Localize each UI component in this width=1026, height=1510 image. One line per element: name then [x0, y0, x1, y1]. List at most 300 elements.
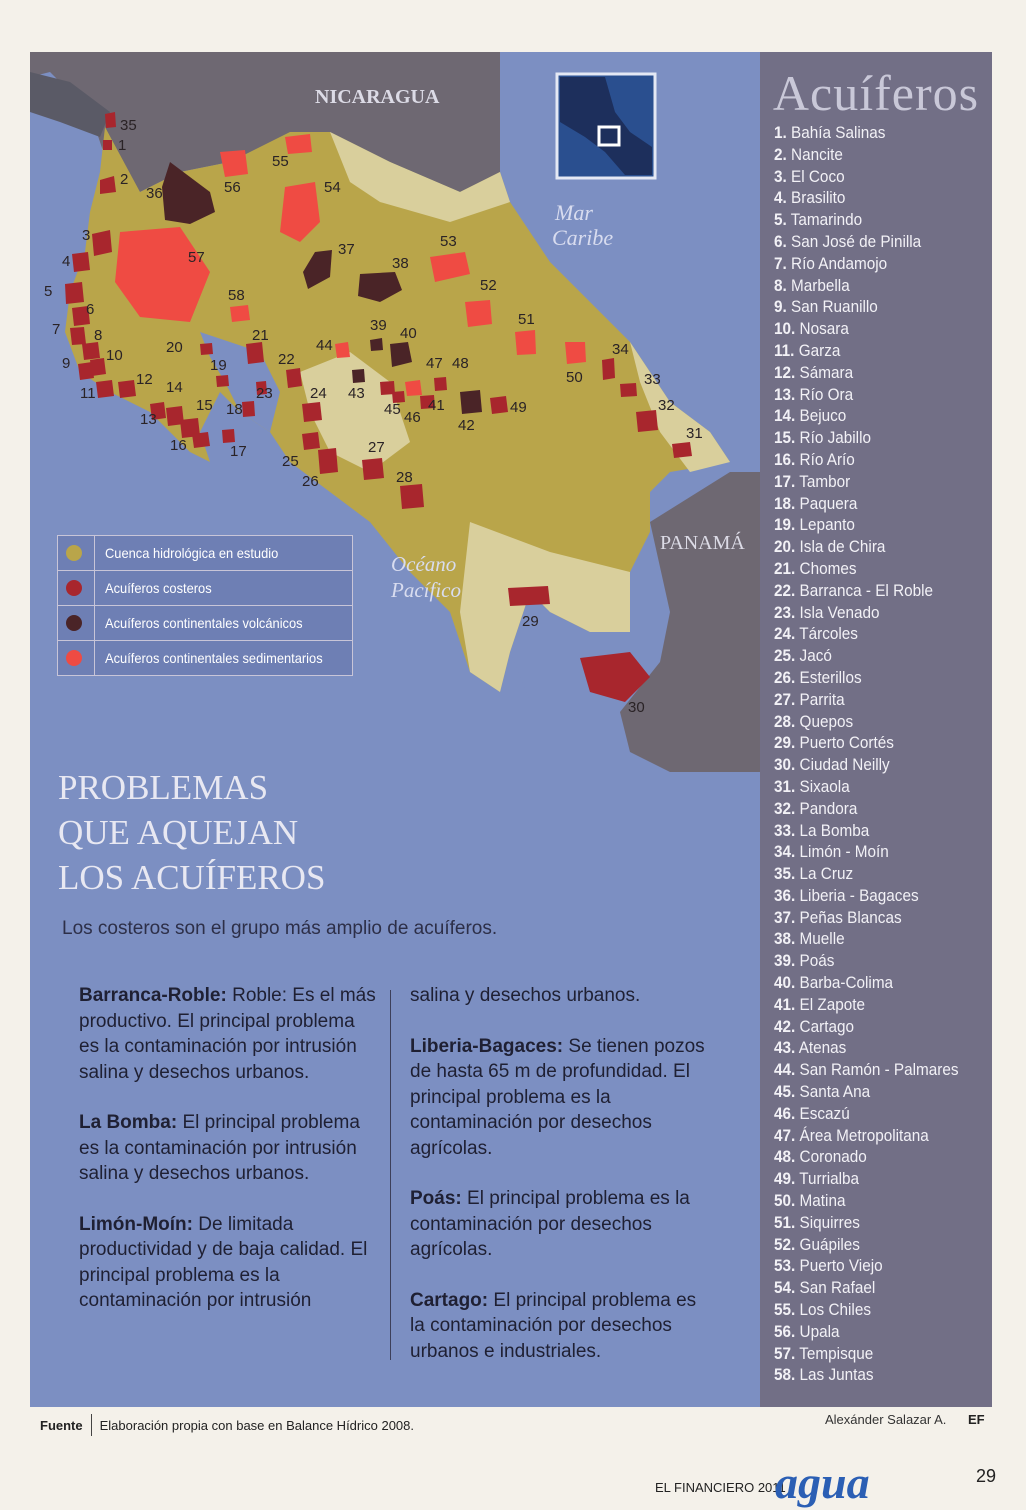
aquifer-number: 28.	[774, 711, 796, 731]
aquifer-list	[774, 122, 979, 1386]
aquifer-list-item	[774, 493, 959, 515]
problem-item: Poás: El principal problema es la contaminación por desechos agrícolas.	[410, 1188, 690, 1260]
problem-item-continued: salina y desechos urbanos.	[410, 985, 641, 1006]
aquifer-map-number: 11	[80, 385, 96, 402]
aquifer-map-number: 47	[426, 355, 443, 372]
problems-column-left	[79, 983, 379, 1339]
aquifer-map-number: 15	[196, 397, 213, 414]
aquifer-name: Tambor	[799, 471, 851, 491]
aquifer-map-number: 42	[458, 417, 475, 434]
aquifer-number: 15.	[774, 428, 796, 448]
aquifer-list-item	[774, 1168, 959, 1190]
aquifer-map-number: 27	[368, 439, 385, 456]
aquifer-list-item	[774, 187, 959, 209]
aquifer-number: 8.	[774, 275, 787, 295]
author-credit: Alexánder Salazar A.	[825, 1412, 947, 1427]
aquifer-name: Poás	[799, 951, 835, 971]
aquifer-map-number: 14	[166, 379, 183, 396]
aquifer-11	[96, 380, 114, 398]
aquifer-name: San Rafael	[799, 1278, 876, 1298]
legend-label: Cuenca hidrológica en estudio	[105, 545, 279, 561]
aquifer-list-item	[774, 558, 959, 580]
aquifer-name: Tamarindo	[790, 210, 863, 230]
aquifer-number: 36.	[774, 885, 796, 905]
aquifer-number: 34.	[774, 842, 796, 862]
aquifer-number: 14.	[774, 406, 796, 426]
aquifer-name: Atenas	[798, 1038, 847, 1058]
aquifer-42	[460, 390, 482, 414]
aquifer-map-number: 46	[404, 409, 421, 426]
aquifer-list-item	[774, 689, 959, 711]
aquifer-list-item	[774, 384, 959, 406]
aquifer-name: Río Jabillo	[799, 428, 871, 448]
aquifer-55	[285, 134, 312, 154]
aquifer-name: Barba-Colima	[799, 973, 894, 993]
aquifer-4	[72, 252, 90, 272]
aquifer-list-item	[774, 536, 959, 558]
aquifer-list-item	[774, 950, 959, 972]
aquifer-number: 25.	[774, 646, 796, 666]
aquifer-12	[118, 380, 136, 398]
title-line: PROBLEMAS	[58, 768, 269, 807]
aquifer-name: Río Ora	[799, 384, 854, 404]
aquifer-number: 47.	[774, 1125, 796, 1145]
aquifer-list-item	[774, 1321, 959, 1343]
aquifer-18	[242, 401, 255, 417]
aquifer-number: 23.	[774, 602, 796, 622]
aquifer-34	[602, 358, 615, 380]
title-line: QUE AQUEJAN	[58, 813, 299, 852]
aquifer-name: Paquera	[799, 493, 858, 513]
aquifer-map-number: 57	[188, 249, 205, 266]
aquifer-21	[246, 342, 264, 364]
aquifer-25	[302, 432, 320, 450]
aquifer-name: San Ramón - Palmares	[799, 1060, 959, 1080]
problemas-subtitle: Los costeros son el grupo más amplio de acuíferos.	[62, 918, 498, 939]
aquifer-map-number: 24	[310, 385, 327, 402]
aquifer-name: Tempisque	[799, 1343, 874, 1363]
mar-caribe-label-1: Mar	[555, 200, 593, 225]
aquifer-map-number: 12	[136, 371, 153, 388]
aquifer-name: Matina	[799, 1191, 846, 1211]
aquifer-17	[222, 429, 235, 443]
aquifer-name: Bahía Salinas	[791, 123, 886, 142]
aquifer-list-item	[774, 253, 959, 275]
aquifer-56	[220, 150, 248, 177]
column-divider	[390, 990, 391, 1360]
aquifer-number: 5.	[774, 210, 787, 230]
aquifer-list-item	[774, 1277, 959, 1299]
aquifer-number: 53.	[774, 1256, 796, 1276]
aquifer-20	[200, 343, 213, 355]
aquifer-map-number: 33	[644, 371, 661, 388]
aquifer-map-number: 37	[338, 241, 355, 258]
aquifer-map-number: 55	[272, 153, 289, 170]
aquifer-number: 39.	[774, 951, 796, 971]
aquifer-list-item	[774, 885, 959, 907]
aquifer-number: 45.	[774, 1082, 796, 1102]
aquifer-7	[70, 327, 86, 345]
aquifer-list-item	[774, 1125, 959, 1147]
legend-swatch	[66, 580, 82, 596]
aquifer-map-number: 17	[230, 443, 247, 460]
aquifer-map-number: 6	[86, 301, 95, 318]
aquifer-58	[230, 305, 250, 322]
aquifer-50	[565, 342, 586, 364]
aquifer-number: 3.	[774, 166, 787, 186]
aquifer-map-number: 50	[566, 369, 583, 386]
legend-swatch	[66, 545, 82, 561]
aquifer-list-item	[774, 296, 959, 318]
aquifer-number: 46.	[774, 1103, 796, 1123]
aquifer-name: San Ruanillo	[791, 297, 878, 317]
aquifer-number: 32.	[774, 798, 796, 818]
aquifer-map-number: 58	[228, 287, 245, 304]
aquifer-number: 2.	[774, 144, 787, 164]
aquifer-name: Ciudad Neilly	[799, 755, 890, 775]
aquifer-list-item	[774, 405, 959, 427]
aquifer-map-number: 31	[686, 425, 703, 442]
aquifer-number: 51.	[774, 1212, 796, 1232]
aquifer-name: La Bomba	[799, 820, 870, 840]
aquifer-map-number: 44	[316, 337, 333, 354]
aquifer-28	[400, 484, 424, 509]
aquifer-name: Parrita	[799, 689, 845, 709]
aquifer-number: 43.	[774, 1038, 796, 1058]
aquifer-list-item	[774, 798, 959, 820]
aquifer-44	[335, 342, 350, 358]
aquifer-list-item	[774, 340, 959, 362]
aquifer-number: 33.	[774, 820, 796, 840]
aquifer-map-number: 40	[400, 325, 417, 342]
aquifer-number: 54.	[774, 1278, 796, 1298]
aquifer-name: Área Metropolitana	[799, 1125, 929, 1145]
aquifer-map-number: 48	[452, 355, 469, 372]
aquifer-name: Cartago	[799, 1016, 854, 1036]
aquifer-list-item	[774, 275, 959, 297]
legend-label: Acuíferos costeros	[105, 580, 212, 596]
aquifer-name: Brasilito	[791, 188, 846, 208]
aquifer-name: Upala	[799, 1321, 840, 1341]
aquifer-map-number: 49	[510, 399, 527, 416]
aquifer-name: Liberia - Bagaces	[799, 885, 919, 905]
aquifer-number: 42.	[774, 1016, 796, 1036]
aquifer-name: Marbella	[791, 275, 850, 295]
aquifer-number: 38.	[774, 929, 796, 949]
aquifer-map-number: 13	[140, 411, 157, 428]
agua-alza-la-voz-logo: agua	[775, 1457, 870, 1508]
aquifer-name: Limón - Moín	[799, 842, 889, 862]
source-text: Elaboración propia con base en Balance Hídrico 2008.	[99, 1417, 414, 1433]
aquifer-map-number: 51	[518, 311, 535, 328]
aquifer-map-number: 2	[120, 171, 129, 188]
aquifer-number: 17.	[774, 471, 796, 491]
aquifer-map-number: 32	[658, 397, 675, 414]
legend-item-volcanicos	[58, 606, 352, 641]
aquifer-list-item	[774, 580, 959, 602]
problem-item: Cartago: El principal problema es la contaminación por desechos urbanos e industriales.	[410, 1289, 697, 1362]
aquifer-name: Siquirres	[799, 1212, 860, 1232]
aquifer-map-number: 5	[44, 283, 53, 300]
aquifer-name: Sámara	[799, 362, 854, 382]
aquifer-26	[318, 448, 338, 474]
aquifer-map-number: 18	[226, 401, 243, 418]
aquifer-list-item	[774, 1016, 959, 1038]
aquifer-name: Lepanto	[799, 515, 855, 535]
aquifer-list-item	[774, 602, 959, 624]
aquifer-number: 48.	[774, 1147, 796, 1167]
aquifer-name: Puerto Viejo	[799, 1256, 883, 1276]
aquifer-number: 29.	[774, 733, 796, 753]
source-label: Fuente	[40, 1417, 83, 1433]
aquifer-number: 13.	[774, 384, 796, 404]
aquifer-list-item	[774, 776, 959, 798]
aquifer-name: Peñas Blancas	[799, 907, 902, 927]
aquifer-map-number: 54	[324, 179, 341, 196]
aquifer-list-item	[774, 427, 959, 449]
aquifer-map-number: 4	[62, 253, 71, 270]
aquifer-name: Nancite	[791, 144, 843, 164]
aquifer-list-item	[774, 1190, 959, 1212]
aquifer-list-item	[774, 994, 959, 1016]
aquifer-list-item	[774, 623, 959, 645]
aquifer-list-item	[774, 209, 959, 231]
problem-item: Liberia-Bagaces: Se tienen pozos de hasta 65 m de profundidad. El principal problema es la contaminación por desechos agrícolas.	[410, 1035, 705, 1159]
aquifer-name: Jacó	[799, 646, 832, 666]
aquifer-name: Río Andamojo	[791, 253, 888, 273]
aquifer-list-item	[774, 1234, 959, 1256]
legend-item-sedimentarios	[58, 641, 352, 675]
aquifer-list-item	[774, 231, 959, 253]
aquifer-number: 19.	[774, 515, 796, 535]
aquifer-map-number: 30	[628, 699, 645, 716]
aquifer-map-number: 9	[62, 355, 71, 372]
aquifer-sidebar	[760, 52, 992, 1407]
aquifer-list-item	[774, 1081, 959, 1103]
aquifer-name: El Coco	[791, 166, 845, 186]
aquifer-list-item	[774, 1037, 959, 1059]
sidebar-title: Acuíferos	[772, 65, 980, 121]
aquifer-number: 50.	[774, 1191, 796, 1211]
aquifer-list-item	[774, 972, 959, 994]
aquifer-list-item	[774, 711, 959, 733]
aquifer-list-item	[774, 863, 959, 885]
aquifer-list-item	[774, 166, 959, 188]
aquifer-24	[302, 402, 322, 422]
aquifer-number: 44.	[774, 1060, 796, 1080]
page-number: 29	[976, 1466, 997, 1486]
aquifer-list-item	[774, 122, 959, 144]
legend-label: Acuíferos continentales sedimentarios	[105, 650, 323, 666]
aquifer-47	[405, 380, 422, 396]
aquifer-name: La Cruz	[799, 864, 854, 884]
ef-mark: EF	[968, 1412, 985, 1427]
aquifer-number: 9.	[774, 297, 787, 317]
legend-item-cuenca	[58, 536, 352, 571]
aquifer-name: Tárcoles	[799, 624, 858, 644]
aquifer-number: 6.	[774, 231, 787, 251]
oceano-label-1: Océano	[391, 552, 457, 576]
aquifer-name: Muelle	[799, 929, 845, 949]
aquifer-33	[620, 383, 637, 397]
aquifer-number: 16.	[774, 449, 796, 469]
aquifer-number: 26.	[774, 667, 796, 687]
aquifer-map-number: 22	[278, 351, 295, 368]
location-inset	[557, 74, 655, 178]
aquifer-number: 10.	[774, 319, 796, 339]
aquifer-list-item	[774, 318, 959, 340]
aquifer-map-number: 53	[440, 233, 457, 250]
aquifer-52	[465, 300, 492, 327]
aquifer-list-item	[774, 1059, 959, 1081]
aquifer-number: 22.	[774, 580, 796, 600]
aquifer-list-item	[774, 1103, 959, 1125]
aquifer-map-number: 3	[82, 227, 91, 244]
problem-item: La Bomba: El principal problema es la contaminación por intrusión salina y desechos urbanos.	[79, 1112, 360, 1184]
aquifer-35	[105, 112, 116, 128]
aquifer-list-item	[774, 144, 959, 166]
legend-item-costeros	[58, 571, 352, 606]
aquifer-27	[362, 458, 384, 480]
aquifer-name: Quepos	[799, 711, 854, 731]
aquifer-name: Esterillos	[799, 667, 862, 687]
aquifer-map-number: 26	[302, 473, 319, 490]
aquifer-map-number: 21	[252, 327, 269, 344]
aquifer-number: 12.	[774, 362, 796, 382]
aquifer-name: Guápiles	[799, 1234, 860, 1254]
aquifer-list-item	[774, 514, 959, 536]
problemas-title	[58, 765, 325, 900]
aquifer-name: Las Juntas	[799, 1365, 874, 1385]
aquifer-name: Chomes	[799, 558, 857, 578]
aquifer-map-number: 25	[282, 453, 299, 470]
aquifer-map-number: 34	[612, 341, 629, 358]
oceano-label-2: Pacífico	[391, 578, 461, 602]
aquifer-map-number: 10	[106, 347, 123, 364]
aquifer-49	[490, 396, 508, 414]
aquifer-list-item	[774, 449, 959, 471]
aquifer-number: 4.	[774, 188, 787, 208]
aquifer-31	[672, 442, 692, 458]
legend-swatch	[66, 615, 82, 631]
aquifer-list-item	[774, 841, 959, 863]
aquifer-name: Bejuco	[799, 406, 847, 426]
aquifer-map-number: 19	[210, 357, 227, 374]
publication-name: EL FINANCIERO 2011	[655, 1480, 786, 1495]
aquifer-number: 56.	[774, 1321, 796, 1341]
aquifer-map-number: 20	[166, 339, 183, 356]
aquifer-list-item	[774, 1299, 959, 1321]
aquifer-name: Puerto Cortés	[799, 733, 894, 753]
aquifer-list-item	[774, 907, 959, 929]
aquifer-43	[352, 369, 365, 383]
aquifer-32	[636, 410, 658, 432]
aquifer-number: 35.	[774, 864, 796, 884]
legend-label: Acuíferos continentales volcánicos	[105, 615, 303, 631]
aquifer-list-item	[774, 1146, 959, 1168]
panama-label: PANAMÁ	[660, 532, 745, 554]
aquifer-list-item	[774, 754, 959, 776]
aquifer-list-item	[774, 667, 959, 689]
aquifer-5	[65, 282, 84, 304]
aquifer-number: 49.	[774, 1169, 796, 1189]
aquifer-number: 1.	[774, 123, 787, 142]
nicaragua-label: NICARAGUA	[315, 86, 440, 108]
aquifer-name: San José de Pinilla	[791, 231, 922, 251]
aquifer-map-number: 56	[224, 179, 241, 196]
aquifer-19	[216, 375, 229, 387]
aquifer-name: Nosara	[799, 319, 849, 339]
problems-column-right	[410, 983, 710, 1389]
aquifer-name: Garza	[798, 340, 841, 360]
aquifer-name: Los Chiles	[799, 1300, 871, 1320]
aquifer-map-number: 41	[428, 397, 445, 414]
aquifer-map-number: 45	[384, 401, 401, 418]
problem-item: Barranca-Roble: Roble: Es el más productivo. El principal problema es la contaminación por intrusión salina y desechos urbanos.	[79, 985, 376, 1083]
aquifer-number: 55.	[774, 1300, 796, 1320]
aquifer-number: 40.	[774, 973, 796, 993]
aquifer-22	[286, 368, 302, 388]
aquifer-list-item	[774, 732, 959, 754]
aquifer-number: 21.	[774, 558, 796, 578]
aquifer-number: 37.	[774, 907, 796, 927]
aquifer-map-number: 7	[52, 321, 61, 338]
problem-item: Limón-Moín: De limitada productividad y de baja calidad. El principal problema es la contaminación por intrusión	[79, 1213, 368, 1311]
aquifer-number: 27.	[774, 689, 796, 709]
aquifer-list-item	[774, 645, 959, 667]
aquifer-number: 24.	[774, 624, 796, 644]
aquifer-list-item	[774, 1364, 959, 1386]
aquifer-number: 20.	[774, 537, 796, 557]
aquifer-list-item	[774, 471, 959, 493]
golfo-dulce	[510, 652, 590, 712]
aquifer-name: Isla Venado	[799, 602, 880, 622]
aquifer-list-item	[774, 1343, 959, 1365]
aquifer-name: Pandora	[799, 798, 858, 818]
aquifer-list-item	[774, 928, 959, 950]
aquifer-number: 11.	[774, 340, 795, 360]
aquifer-name: Río Arío	[799, 449, 855, 469]
title-line: LOS ACUÍFEROS	[58, 858, 326, 897]
aquifer-map-number: 29	[522, 613, 539, 630]
aquifer-number: 41.	[774, 994, 796, 1014]
map-legend	[57, 535, 353, 676]
aquifer-16	[192, 432, 210, 448]
aquifer-map-number: 43	[348, 385, 365, 402]
aquifer-number: 30.	[774, 755, 796, 775]
aquifer-1	[103, 140, 112, 150]
aquifer-8	[82, 342, 100, 360]
aquifer-name: Barranca - El Roble	[799, 580, 934, 600]
aquifer-number: 31.	[774, 776, 796, 796]
legend-swatch	[66, 650, 82, 666]
mar-caribe-label-2: Caribe	[552, 225, 614, 250]
aquifer-39	[370, 338, 383, 351]
aquifer-list-item	[774, 1255, 959, 1277]
aquifer-list-item	[774, 820, 959, 842]
aquifer-map-number: 52	[480, 277, 497, 294]
aquifer-map-number: 8	[94, 327, 103, 344]
aquifer-map-number: 28	[396, 469, 413, 486]
source-divider	[91, 1414, 92, 1436]
aquifer-51	[515, 330, 536, 355]
aquifer-number: 52.	[774, 1234, 796, 1254]
aquifer-map-number: 16	[170, 437, 187, 454]
aquifer-list-item	[774, 362, 959, 384]
source-note	[40, 1414, 414, 1436]
aquifer-10	[90, 358, 106, 376]
aquifer-48	[434, 377, 447, 391]
